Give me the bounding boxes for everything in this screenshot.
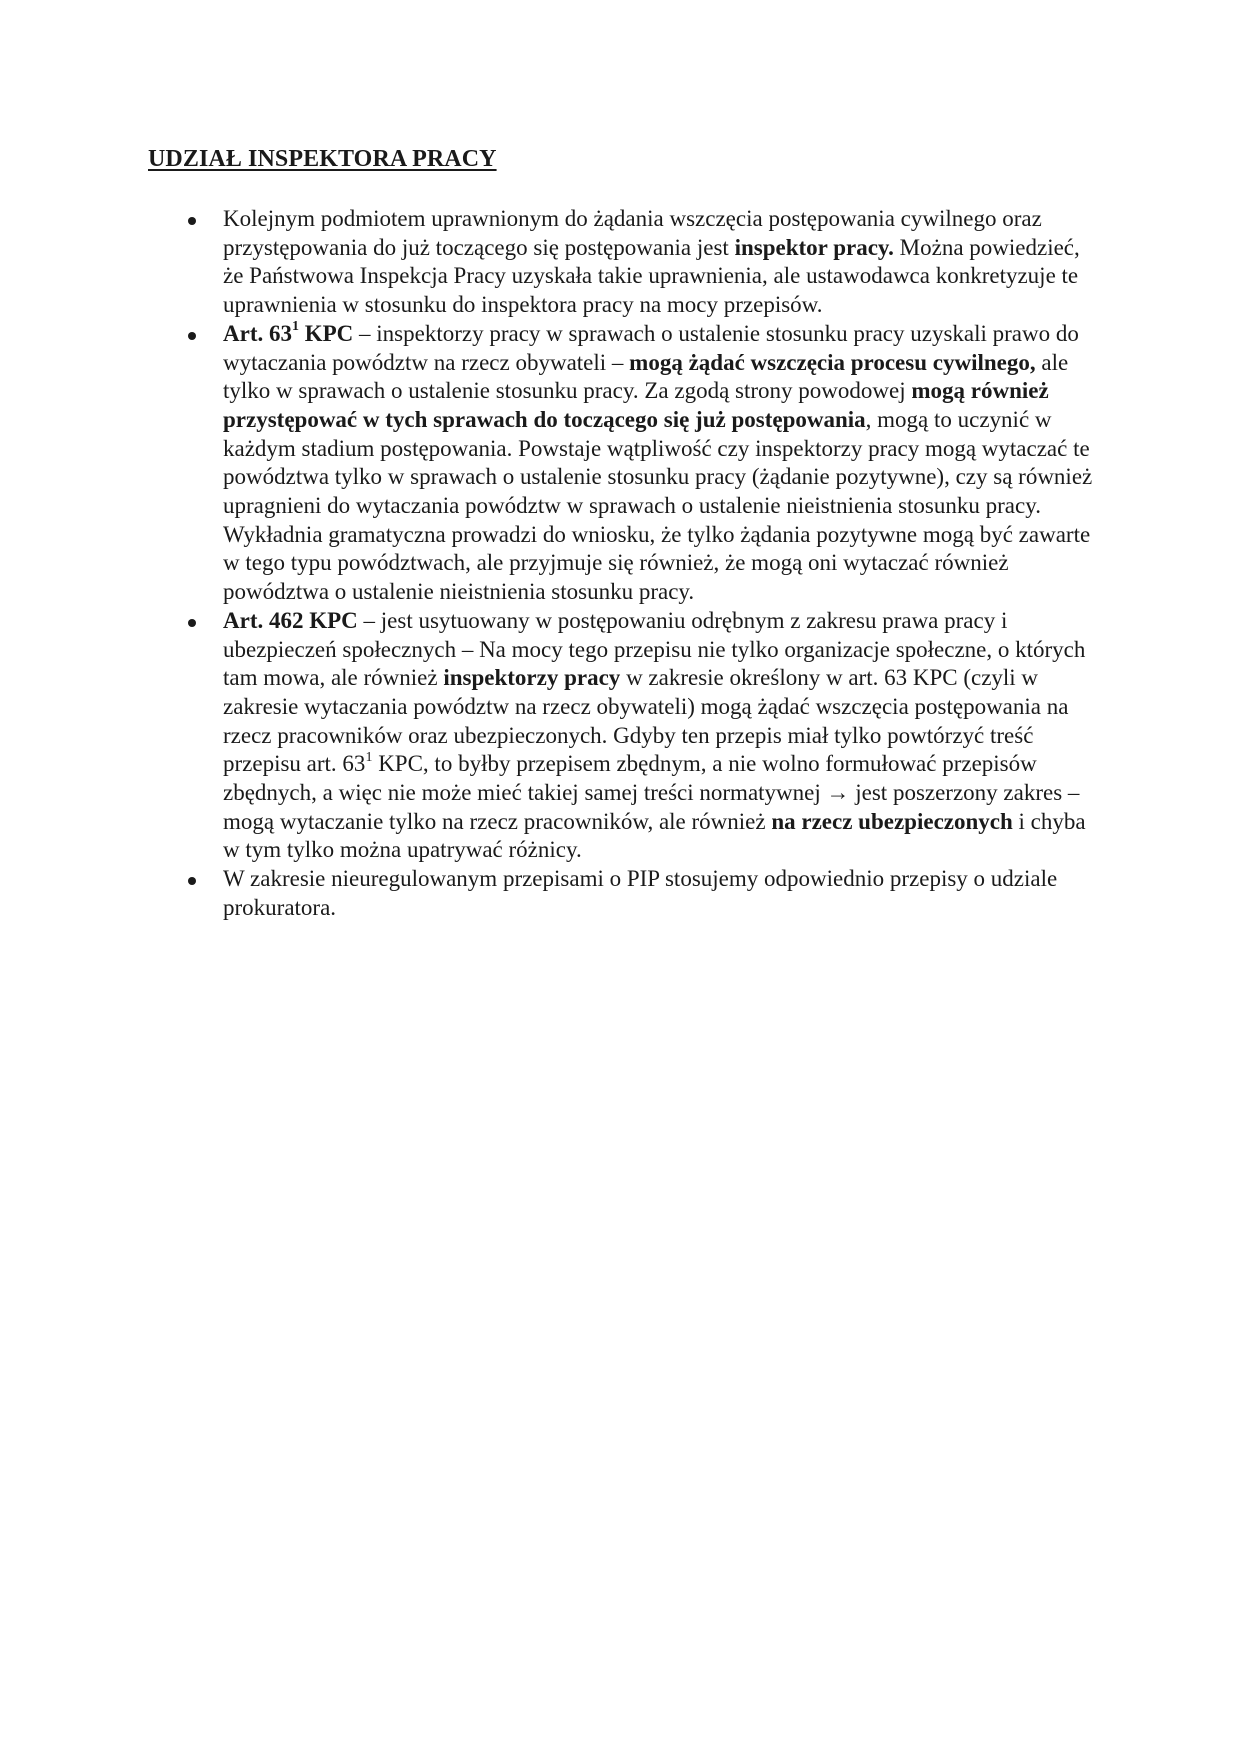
bullet-icon xyxy=(188,877,196,885)
list-item xyxy=(148,205,1093,320)
text-run: w zakresie określony w art. 63 KPC (czyli w zakresie wytaczania powództw na rzecz obywateli) mogą żądać wszczęcia postępowania na rzecz pracowników oraz ubezpieczonych. Gdyby ten przepis miał tylko powtórzyć treść przepisu art. 63 xyxy=(223,665,1069,777)
bullet-list xyxy=(148,205,1093,923)
bold-text: mogą żądać wszczęcia procesu cywilnego, xyxy=(629,349,1036,375)
bold-text: inspektorzy pracy xyxy=(443,665,621,691)
superscript-text: 1 xyxy=(291,319,299,335)
paragraph-text xyxy=(223,608,1086,863)
bullet-icon xyxy=(188,217,196,225)
paragraph-text xyxy=(223,206,1080,317)
text-run: i chyba w tym tylko można upatrywać różnicy. xyxy=(223,808,1086,863)
text-run: , mogą to uczynić w każdym stadium postępowania. Powstaje wątpliwość czy inspektorzy pracy mogą wytaczać te powództwa tylko w sprawach o ustalenie stosunku pracy (żądanie pozytywne), czy są również upragnieni do wytaczania powództw w sprawach o ustalenie nieistnienia stosunku pracy. Wykładnia gramatyczna prowadzi do wniosku, że tylko żądania pozytywne mogą być zawarte w tego typu powództwach, ale przyjmuje się również, że mogą oni wytaczać również powództwa o ustalenie nieistnienia stosunku pracy. xyxy=(223,406,1093,605)
document-body xyxy=(148,205,1093,923)
text-run: Kolejnym podmiotem uprawnionym do żądania wszczęcia postępowania cywilnego oraz przystępowania do już toczącego się postępowania jest xyxy=(223,206,1042,260)
bullet-icon xyxy=(188,619,196,627)
bold-text: Art. 63 xyxy=(223,320,292,346)
bold-text: Art. 462 KPC xyxy=(223,607,358,633)
list-item xyxy=(148,607,1093,865)
text-run: – inspektorzy pracy w sprawach o ustalenie stosunku pracy uzyskali prawo do wytaczania powództw na rzecz obywateli – xyxy=(223,320,1079,375)
list-item xyxy=(148,320,1093,607)
bold-text: inspektor pracy. xyxy=(734,234,894,260)
bold-text: na rzecz ubezpieczonych xyxy=(771,808,1013,834)
paragraph-text xyxy=(223,321,1092,604)
text-run: Można powiedzieć, że Państwowa Inspekcja Pracy uzyskała takie uprawnienia, ale ustawodawca konkretyzuje te uprawnienia w stosunku do inspektora pracy na mocy przepisów. xyxy=(223,234,1080,318)
bold-text: mogą również przystępować w tych sprawach do toczącego się już postępowania xyxy=(223,378,1049,432)
bold-text: KPC xyxy=(298,320,354,346)
text-run: ale tylko w sprawach o ustalenie stosunku pracy. Za zgodą strony powodowej xyxy=(223,349,1069,404)
superscript-text: 1 xyxy=(365,749,373,765)
list-item xyxy=(148,865,1093,922)
bullet-icon xyxy=(188,332,196,340)
text-run: W zakresie nieuregulowanym przepisami o PIP stosujemy odpowiednio przepisy o udziale prokuratora. xyxy=(223,866,1058,920)
text-run: – jest usytuowany w postępowaniu odrębnym z zakresu prawa pracy i ubezpieczeń społecznych – Na mocy tego przepisu nie tylko organizacje społeczne, o których tam mowa, ale również xyxy=(223,607,1086,691)
paragraph-text xyxy=(223,866,1057,920)
document-title: UDZIAŁ INSPEKTORA PRACY xyxy=(148,146,497,172)
text-run: KPC, to byłby przepisem zbędnym, a nie wolno formułować przepisów zbędnych, a więc nie może mieć takiej samej treści normatywnej → jest poszerzony zakres – mogą wytaczanie tylko na rzecz pracowników, ale również xyxy=(223,751,1080,834)
